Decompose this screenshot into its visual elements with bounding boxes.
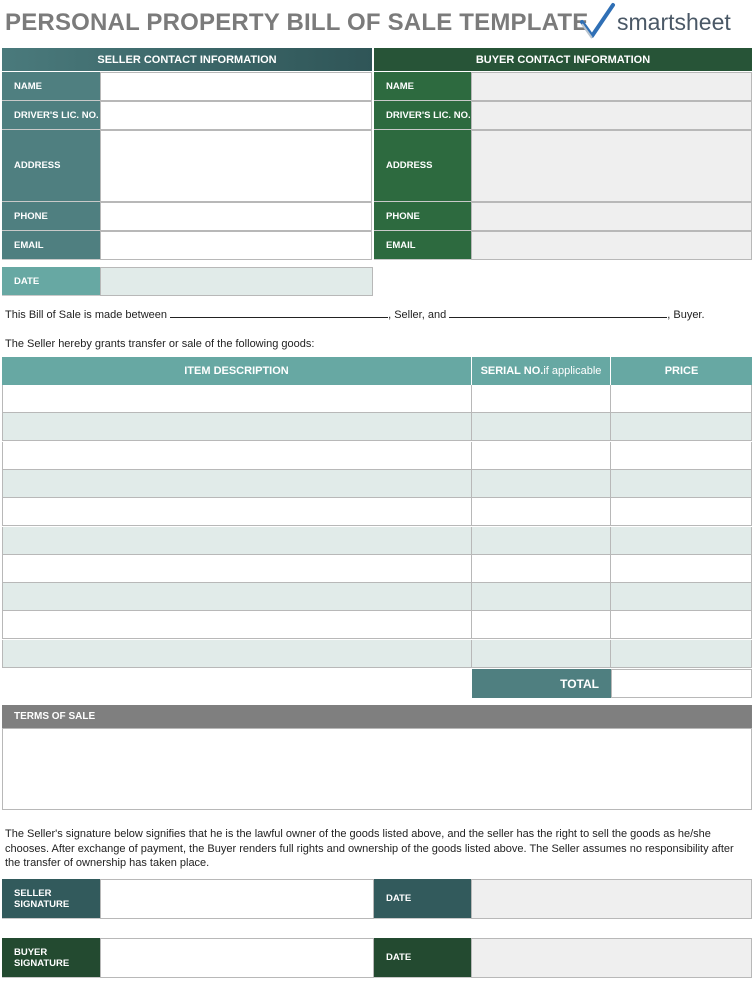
serial-number-cell[interactable] [472, 583, 611, 611]
seller-email-field[interactable] [100, 231, 372, 260]
item-description-cell[interactable] [2, 611, 472, 639]
item-description-cell[interactable] [2, 498, 472, 526]
serial-number-cell[interactable] [472, 527, 611, 555]
serial-number-cell[interactable] [472, 470, 611, 498]
buyer-name-blank[interactable] [449, 308, 667, 318]
serial-number-cell[interactable] [472, 385, 611, 413]
seller-phone-field[interactable] [100, 202, 372, 231]
serial-number-cell[interactable] [472, 442, 611, 470]
price-cell[interactable] [611, 640, 752, 668]
checkmark-logo-icon [580, 2, 616, 42]
table-row [2, 527, 752, 555]
date-label: DATE [2, 267, 100, 296]
table-row [2, 640, 752, 668]
agreement-prefix: This Bill of Sale is made between [5, 309, 168, 321]
page-title: PERSONAL PROPERTY BILL OF SALE TEMPLATE [5, 9, 589, 36]
table-row [2, 385, 752, 413]
price-cell[interactable] [611, 498, 752, 526]
buyer-address-field[interactable] [471, 130, 752, 202]
price-cell[interactable] [611, 527, 752, 555]
seller-date-field[interactable] [471, 879, 752, 919]
serial-number-cell[interactable] [472, 611, 611, 639]
seller-signature-field[interactable] [100, 879, 374, 919]
item-description-cell[interactable] [2, 413, 472, 441]
total-field[interactable] [611, 669, 752, 698]
seller-phone-label: PHONE [2, 202, 100, 231]
price-cell[interactable] [611, 611, 752, 639]
table-row [2, 583, 752, 611]
table-row [2, 611, 752, 639]
grant-text: The Seller hereby grants transfer or sale of the following goods: [5, 338, 315, 350]
seller-address-field[interactable] [100, 130, 372, 202]
buyer-signature-field[interactable] [100, 938, 374, 978]
table-row [2, 413, 752, 441]
price-cell[interactable] [611, 470, 752, 498]
price-cell[interactable] [611, 442, 752, 470]
table-row [2, 555, 752, 583]
buyer-license-field[interactable] [471, 101, 752, 130]
price-cell[interactable] [611, 583, 752, 611]
seller-name-field[interactable] [100, 72, 372, 101]
seller-name-blank[interactable] [170, 308, 388, 318]
seller-license-label: DRIVER'S LIC. NO. [2, 101, 100, 130]
seller-email-label: EMAIL [2, 231, 100, 260]
item-description-cell[interactable] [2, 527, 472, 555]
buyer-date-label: DATE [374, 938, 471, 978]
seller-contact-header: SELLER CONTACT INFORMATION [2, 48, 372, 71]
item-description-cell[interactable] [2, 555, 472, 583]
serial-header-note: if applicable [543, 365, 602, 377]
table-row [2, 498, 752, 526]
item-description-cell[interactable] [2, 470, 472, 498]
seller-date-label: DATE [374, 879, 471, 919]
date-field[interactable] [100, 267, 373, 296]
price-header: PRICE [611, 357, 752, 385]
buyer-email-label: EMAIL [374, 231, 471, 260]
buyer-phone-field[interactable] [471, 202, 752, 231]
logo-text: smartsheet [617, 9, 731, 35]
buyer-name-label: NAME [374, 72, 471, 101]
serial-number-cell[interactable] [472, 498, 611, 526]
buyer-date-field[interactable] [471, 938, 752, 978]
agreement-middle: , Seller, and [388, 309, 447, 321]
buyer-contact-header: BUYER CONTACT INFORMATION [374, 48, 752, 71]
seller-license-field[interactable] [100, 101, 372, 130]
serial-number-cell[interactable] [472, 640, 611, 668]
smartsheet-logo[interactable] [580, 2, 752, 42]
table-row [2, 442, 752, 470]
item-description-cell[interactable] [2, 583, 472, 611]
item-description-header: ITEM DESCRIPTION [2, 357, 472, 385]
item-description-cell[interactable] [2, 385, 472, 413]
price-cell[interactable] [611, 555, 752, 583]
serial-number-cell[interactable] [472, 413, 611, 441]
serial-header-label: SERIAL NO. [480, 365, 544, 377]
seller-signature-label: SELLER SIGNATURE [2, 879, 100, 919]
seller-address-label: ADDRESS [2, 130, 100, 202]
buyer-name-field[interactable] [471, 72, 752, 101]
buyer-email-field[interactable] [471, 231, 752, 260]
terms-header: TERMS OF SALE [2, 705, 752, 728]
item-description-cell[interactable] [2, 442, 472, 470]
seller-name-label: NAME [2, 72, 100, 101]
agreement-line [5, 308, 705, 321]
signature-paragraph: The Seller's signature below signifies that he is the lawful owner of the goods listed above, and the seller has the right to sell the goods as he/she chooses. After exchange of payment, the Buyer renders full rights and ownership of the goods listed above. The Seller assumes no responsibility after the transfer of ownership has taken place. [5, 828, 734, 869]
agreement-suffix: , Buyer. [667, 309, 705, 321]
total-label: TOTAL [472, 669, 611, 698]
price-cell[interactable] [611, 385, 752, 413]
price-cell[interactable] [611, 413, 752, 441]
serial-number-cell[interactable] [472, 555, 611, 583]
table-row [2, 470, 752, 498]
serial-header [472, 357, 611, 385]
buyer-signature-label: BUYER SIGNATURE [2, 938, 100, 978]
buyer-license-label: DRIVER'S LIC. NO. [374, 101, 471, 130]
buyer-address-label: ADDRESS [374, 130, 471, 202]
buyer-phone-label: PHONE [374, 202, 471, 231]
terms-field[interactable] [2, 728, 752, 810]
item-description-cell[interactable] [2, 640, 472, 668]
